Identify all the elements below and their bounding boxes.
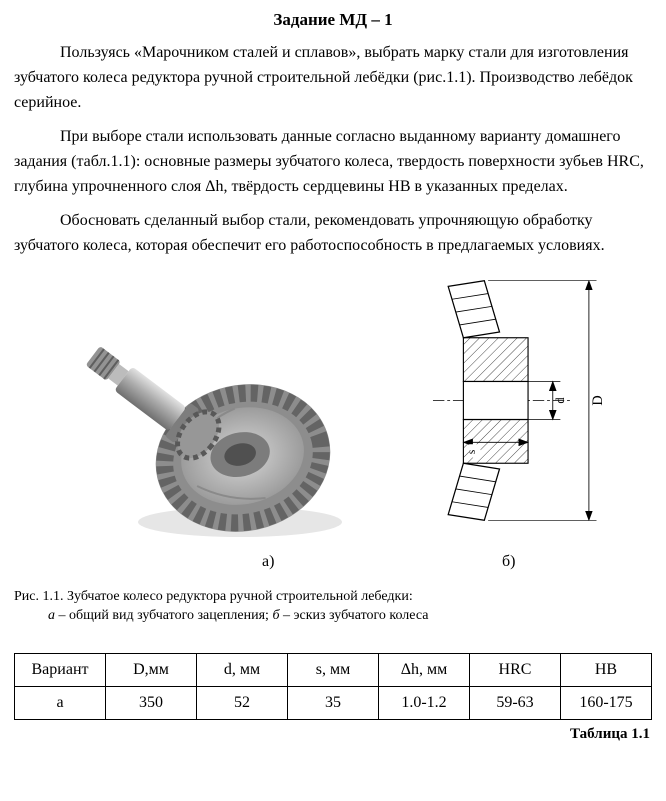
figure-label-b: б) xyxy=(502,553,516,570)
bottom-tooth-rim xyxy=(448,463,499,520)
dimension-label-D: D xyxy=(590,395,607,406)
figure-label-a: а) xyxy=(262,553,275,570)
caption-b-label: б xyxy=(272,608,280,623)
cell-d: 52 xyxy=(197,687,288,720)
caption-a-text: – общий вид зубчатого зацепления; xyxy=(55,608,273,623)
figure-caption xyxy=(14,587,652,625)
table-header-D: D,мм xyxy=(106,654,197,687)
table-header-row xyxy=(15,654,652,687)
table-header-hb: НВ xyxy=(561,654,652,687)
table-header-s: s, мм xyxy=(288,654,379,687)
variant-table xyxy=(14,653,652,720)
cell-D: 350 xyxy=(106,687,197,720)
cell-dh: 1.0-1.2 xyxy=(379,687,470,720)
cell-s: 35 xyxy=(288,687,379,720)
table-header-variant: Вариант xyxy=(15,654,106,687)
cell-hb: 160-175 xyxy=(561,687,652,720)
caption-a-label: а xyxy=(48,608,55,623)
paragraph-3: Обосновать сделанный выбор стали, рекомендовать упрочняющую обработку зубчатого колеса, которая обеспечит его работоспособность в предлагаемых условиях. xyxy=(14,212,605,254)
figure-caption-line2 xyxy=(14,606,652,625)
cell-variant: а xyxy=(15,687,106,720)
table-caption: Таблица 1.1 xyxy=(570,726,650,742)
paragraph-2: При выборе стали использовать данные согласно выданному варианту домашнего задания (табл.1.1): основные размеры зубчатого колеса, твердость поверхности зубьев HRC, глубина упрочненного слоя Δh, твёрдость сердцевины НВ в указанных пределах. xyxy=(14,128,644,195)
table-header-hrc: HRC xyxy=(470,654,561,687)
dimension-label-d: d xyxy=(553,397,568,404)
paragraph-1: Пользуясь «Марочником сталей и сплавов», выбрать марку стали для изготовления зубчатого колеса редуктора ручной строительной лебёдки (рис.1.1). Производство лебёдок серийное. xyxy=(14,44,633,111)
cell-hrc: 59-63 xyxy=(470,687,561,720)
gear-sketch-area xyxy=(406,267,652,547)
figure-labels xyxy=(14,553,652,575)
table-row xyxy=(15,687,652,720)
gear-photo-area xyxy=(14,267,406,547)
dimension-label-s: s xyxy=(465,449,478,455)
gear-sketch-drawing xyxy=(429,275,629,526)
table-header-dh: Δh, мм xyxy=(379,654,470,687)
top-tooth-rim xyxy=(448,281,499,338)
caption-b-text: – эскиз зубчатого колеса xyxy=(279,608,429,623)
figure-caption-line1: Рис. 1.1. Зубчатое колесо редуктора ручной строительной лебедки: xyxy=(14,589,413,604)
table-header-d: d, мм xyxy=(197,654,288,687)
figure-1-1 xyxy=(14,267,652,547)
page-title: Задание МД – 1 xyxy=(273,10,393,29)
gear-photo-image xyxy=(60,340,360,545)
